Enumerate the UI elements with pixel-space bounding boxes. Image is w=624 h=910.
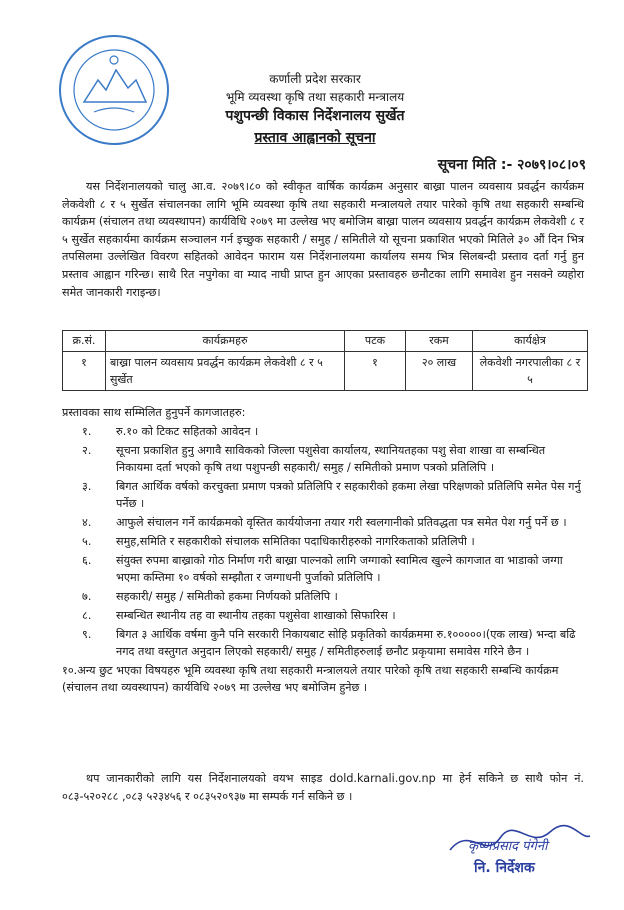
item-text: संयुक्त रुपमा बाख्राको गोठ निर्माण गरी बाख्रा पाल्नको लागि जग्गाको स्वामित्व खुल्ने कागजात वा भाडाको जग्गा भएमा कम्तिमा १० वर्षको सम्झौता र जग्गाधनी पुर्जाको प्रतिलिपि ।: [116, 554, 563, 584]
header-ministry: भूमि व्यवस्था कृषि तथा सहकारी मन्त्रालय: [225, 90, 405, 104]
notice-title: प्रस्ताव आह्वानको सूचना: [254, 130, 376, 146]
item-text: समुह,समिति र सहकारीको संचालक समितिका पदाधिकारीहरुको नागरिकताको प्रतिलिपी ।: [116, 535, 475, 548]
col-header-times: पटक: [345, 331, 406, 352]
item-text: १०.अन्य छुट भएका विषयहरु भूमि व्यवस्था कृषि तथा सहकारी मन्त्रालयले तयार पारेको कृषि तथा सहकारी सम्बन्धि कार्यक्रम (संचालन तथा व्यवस्थापन) कार्यविधि २०७९ मा उल्लेख भए बमोजिम हुनेछ ।: [62, 664, 559, 694]
list-item: [62, 423, 582, 440]
signatory-name: कृष्णप्रसाद पंगेनी: [468, 839, 548, 854]
cell-program: बाख्रा पालन व्यवसाय प्रवर्द्धन कार्यक्रम लेकवेशी ८ र ५ सुर्खेत: [106, 352, 345, 391]
signatory-title: नि. निर्देशक: [474, 860, 535, 876]
item-text: बिगत ३ आर्थिक वर्षमा कुनै पनि सरकारी निकायबाट सोहि प्रकृतिको कार्यक्रममा रु.१०००००।(एक लाख) भन्दा बढि नगद तथा वस्तुगत अनुदान लिएको सहकारी/ समुह / समितीहरुलाई छनौट प्रकृयामा समावेस गरिने छैन ।: [116, 628, 576, 658]
list-item: [62, 533, 582, 550]
item-number: ९.: [82, 628, 92, 641]
cell-area: लेकवेशी नगरपालीका ८ र ५: [473, 352, 588, 391]
list-item: [62, 514, 582, 531]
header-province: कर्णाली प्रदेश सरकार: [269, 72, 361, 86]
item-number: ४.: [82, 516, 92, 529]
cell-times: १: [345, 352, 406, 391]
notice-date: सूचना मिति :- २०७९।०८।०९: [437, 157, 586, 173]
item-text: बिगत आर्थिक वर्षको करचुक्ता प्रमाण पत्रको प्रतिलिपि र सहकारीको हकमा लेखा परिक्षणको प्रतिलिपि समेत पेस गर्नु पर्नेछ ।: [116, 480, 581, 510]
program-table: [62, 330, 588, 391]
item-number: ६.: [82, 554, 92, 567]
list-item: [62, 442, 582, 476]
list-item: [62, 607, 582, 624]
col-header-amount: रकम: [406, 331, 473, 352]
item-number: ८.: [82, 609, 92, 622]
list-item: [62, 478, 582, 512]
docs-title: प्रस्तावका साथ सम्मिलित हुनुपर्ने कागजातहरु:: [62, 406, 246, 419]
table-header-row: [63, 331, 588, 352]
required-docs-list: [62, 423, 582, 698]
list-item: [62, 662, 582, 696]
item-text: सम्बन्धित स्थानीय तह वा स्थानीय तहका पशुसेवा शाखाको सिफारिस ।: [116, 609, 396, 622]
col-header-program: कार्यक्रमहरु: [106, 331, 345, 352]
item-number: ५.: [82, 535, 92, 548]
col-header-serial: क्र.सं.: [63, 331, 106, 352]
header-directorate: पशुपन्छी विकास निर्देशनालय सुर्खेत: [225, 108, 405, 124]
item-number: २.: [82, 444, 92, 457]
cell-serial: १: [63, 352, 106, 391]
item-text: सूचना प्रकाशित हुनु अगावै साविकको जिल्ला पशुसेवा कार्यालय, स्थानियतहका पशु सेवा शाखा वा सम्बन्धित निकायमा दर्ता भएको कृषि तथा पशुपन्छी सहकारी/ समुह / समितीको प्रमाण पत्रको प्रतिलिपि ।: [116, 444, 546, 474]
item-number: ३.: [82, 480, 92, 493]
item-number: ७.: [82, 590, 92, 603]
footer-contact-paragraph: थप जानकारीको लागि यस निर्देशनालयको वयभ साइड dold.karnali.gov.np मा हेर्न सकिने छ साथै फोन नं. ०८३-५२०२८८ ,०८३ ५२३४५६ र ०८३५२०९३७ मा सम्पर्क गर्न सकिने छ ।: [62, 772, 584, 803]
list-item: [62, 626, 582, 660]
cell-amount: २० लाख: [406, 352, 473, 391]
list-item: [62, 588, 582, 605]
table-row: [63, 352, 588, 391]
intro-paragraph: यस निर्देशनालयको चालु आ.व. २०७९।८० को स्वीकृत वार्षिक कार्यक्रम अनुसार बाख्रा पालन व्यवसाय प्रवर्द्धन कार्यक्रम लेकवेशी ८ र ५ सुर्खेत संचालनका लागि भूमि व्यवस्था कृषि तथा सहकारी मन्त्रालयले तयार पारेको कृषि तथा सहकारी सम्बन्धि कार्यक्रम (संचालन तथा व्यवस्थापन) कार्यविधि २०७९ मा उल्लेख भए बमोजिम बाख्रा पालन व्यवसाय प्रवर्द्धन कार्यक्रम लेकवेशी ८ र ५ सुर्खेत सहकार्यमा कार्यक्रम सञ्चालन गर्न इच्छुक सहकारी / समुह / समितीले यो सूचना प्रकाशित भएको मितिले ३० औं दिन भित्र तपसिलमा उल्लेखित विवरण सहितको आवेदन फाराम यस निर्देशनालयमा कार्यालय समय भित्र सिलबन्दी प्रस्ताव दर्ता गर्नु हुन प्रस्ताव आह्वान गरिन्छ। साथै रित नपुगेका वा म्याद नाघी प्राप्त हुन आएका प्रस्तावहरु छनौटका लागि समावेश हुन नसक्ने व्यहोरा समेत जानकारी गराइन्छ।: [62, 180, 584, 299]
item-number: १.: [82, 425, 92, 438]
item-text: रु.१० को टिकट सहितको आवेदन ।: [116, 425, 259, 438]
item-text: सहकारी/ समुह / समितीको हकमा निर्णयको प्रतिलिपि ।: [116, 590, 338, 603]
list-item: [62, 552, 582, 586]
col-header-area: कार्यक्षेत्र: [473, 331, 588, 352]
item-text: आफुले संचालन गर्ने कार्यक्रमको वृस्तित कार्ययोजना तयार गरी स्वलगानीको प्रतिवद्धता पत्र समेत पेश गर्नु पर्ने छ ।: [116, 516, 567, 529]
